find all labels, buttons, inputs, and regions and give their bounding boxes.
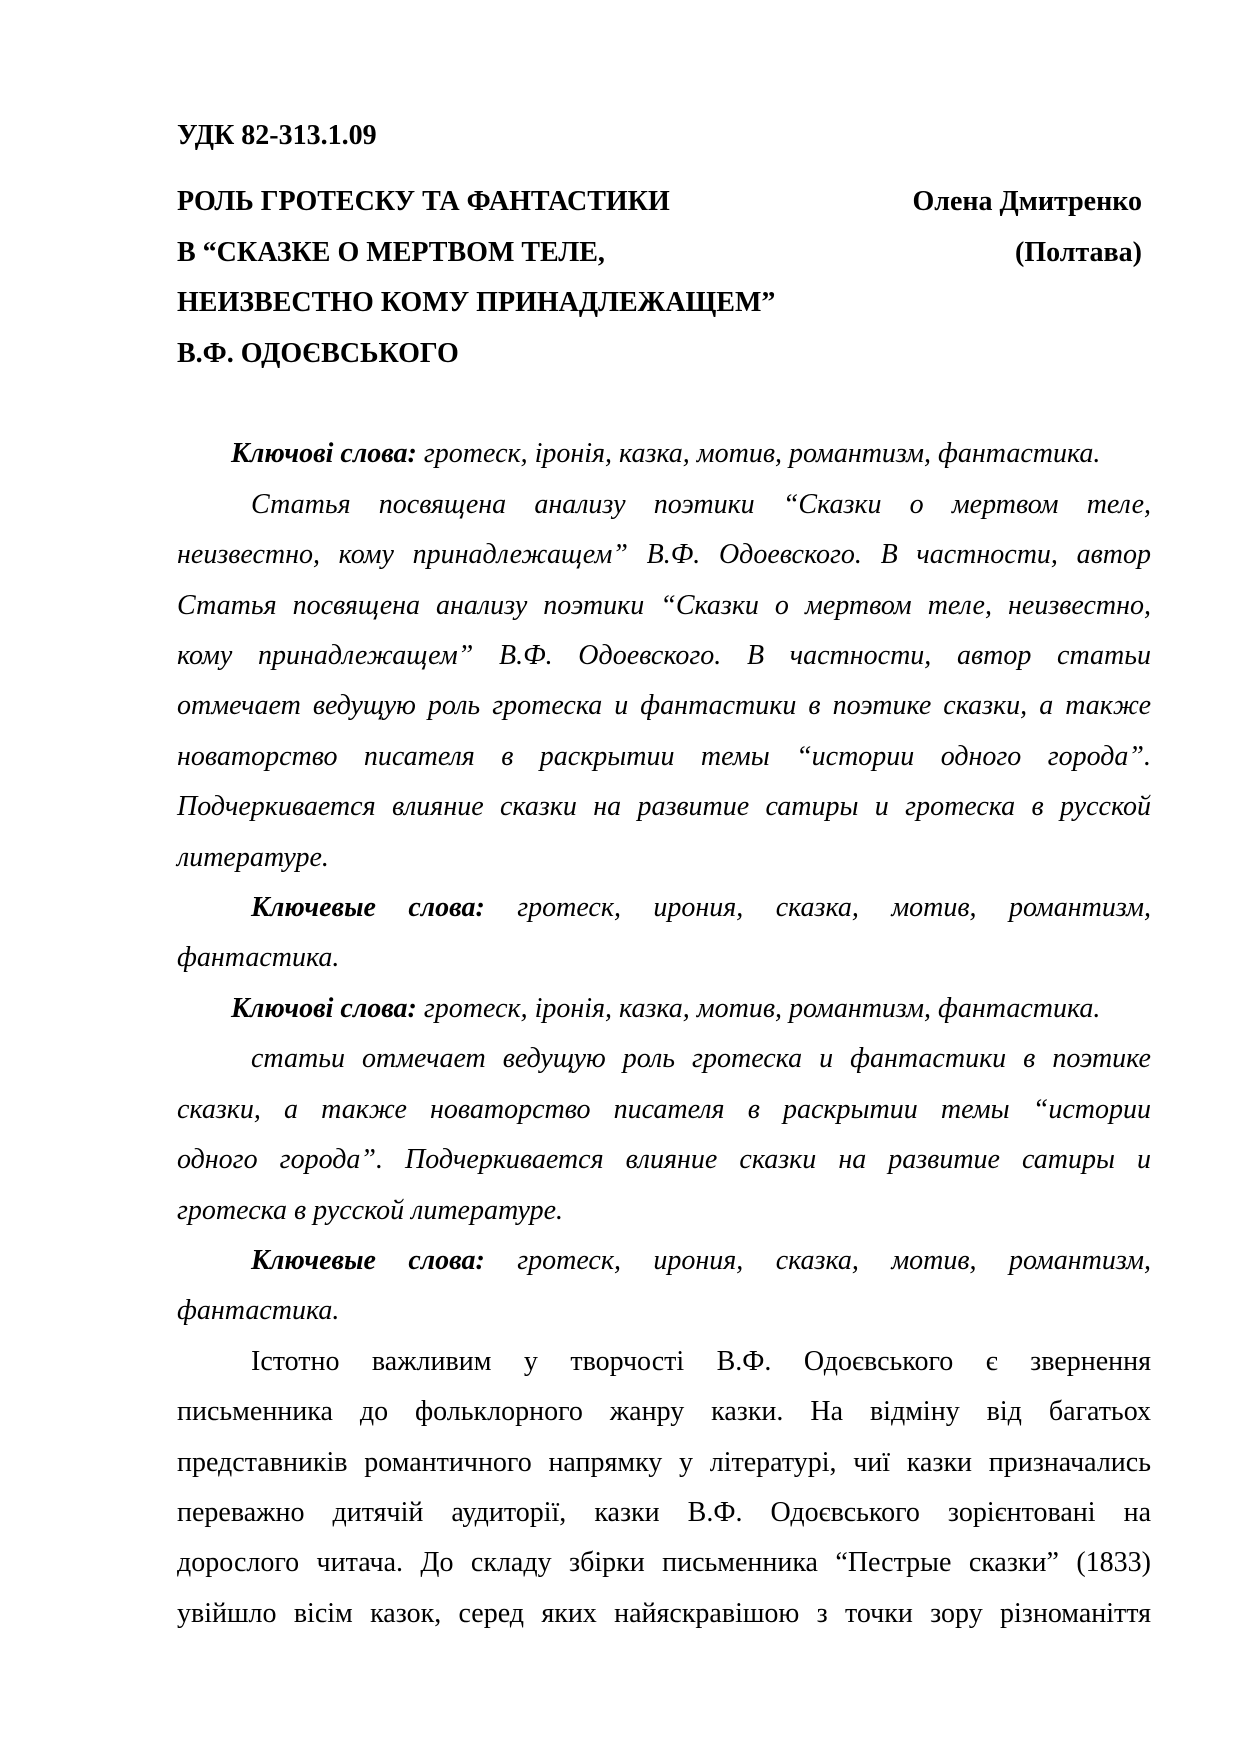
abstract-line: статьи отмечает ведущую роль гротеска и фантастики в поэтике [251,1043,1151,1075]
keywords-label: Ключові слова: [231,438,417,470]
document-page [177,111,1151,1639]
article-title-line: РОЛЬ ГРОТЕСКУ ТА ФАНТАСТИКИ [177,186,670,218]
abstract-line: отмечает ведущую роль гротеска и фантастики в поэтике сказки, а также [177,690,1151,722]
keywords-ru-continued: фантастика. [177,942,340,974]
author-name: Олена Дмитренко [912,186,1142,218]
abstract-line: Подчеркивается влияние сказки на развитие сатиры и гротеска в русской [177,791,1151,823]
title-row-1 [177,177,1151,227]
body-line: Істотно важливим у творчості В.Ф. Одоєвського є звернення [251,1345,1151,1377]
keywords-label: Ключевые слова: [251,892,485,924]
keywords-label: Ключевые слова: [251,1244,485,1276]
abstract-line: новаторство писателя в раскрытии темы “истории одного города”. [177,740,1151,772]
abstract-line: сказки, а также новаторство писателя в раскрытии темы “истории [177,1093,1151,1125]
author-city: (Полтава) [1015,236,1142,268]
body-line: письменника до фольклорного жанру казки. На відміну від багатьох [177,1396,1151,1428]
body-line: переважно дитячій аудиторії, казки В.Ф. Одоєвського зорієнтовані на [177,1496,1151,1528]
keywords-label: Ключові слова: [231,992,417,1024]
article-title-line: В.Ф. ОДОЄВСЬКОГО [177,337,459,369]
abstract-line: кому принадлежащем” В.Ф. Одоевского. В частности, автор статьи [177,640,1151,672]
keywords-text: гротеск, іронія, казка, мотив, романтизм, фантастика. [416,992,1101,1024]
title-row-3 [177,278,1151,328]
keywords-uk [177,429,1151,479]
spacer [177,379,1151,429]
keywords-ru-continued: фантастика. [177,1295,340,1327]
abstract-line: одного города”. Подчеркивается влияние сказки на развитие сатиры и [177,1144,1151,1176]
title-row-4 [177,329,1151,379]
keywords-text: гротеск, ирония, сказка, мотив, романтизм, [484,1244,1151,1276]
abstract-line: литературе. [177,841,329,873]
article-title-line: В “СКАЗКЕ О МЕРТВОМ ТЕЛЕ, [177,236,605,268]
keywords-ru [177,883,1151,933]
abstract-line: Статья посвящена анализу поэтики “Сказки о мертвом теле, неизвестно, [177,589,1151,621]
abstract-line: неизвестно, кому принадлежащем” В.Ф. Одоевского. В частности, автор [177,539,1151,571]
keywords-text: гротеск, іронія, казка, мотив, романтизм, фантастика. [416,438,1101,470]
keywords-uk [177,984,1151,1034]
article-title-line: НЕИЗВЕСТНО КОМУ ПРИНАДЛЕЖАЩЕМ” [177,287,776,319]
udk-code: УДК 82-313.1.09 [177,120,377,151]
body-line: дорослого читача. До складу збірки письменника “Пестрые сказки” (1833) [177,1547,1151,1579]
keywords-ru [177,1236,1151,1286]
title-row-2 [177,228,1151,278]
abstract-line: Статья посвящена анализу поэтики “Сказки о мертвом теле, [251,488,1151,520]
keywords-text: гротеск, ирония, сказка, мотив, романтизм, [484,892,1151,924]
body-line: представників романтичного напрямку у літературі, чиї казки призначались [177,1446,1151,1478]
body-line: увійшло вісім казок, серед яких найяскравішою з точки зору різноманіття [177,1597,1151,1629]
abstract-line: гротеска в русской литературе. [177,1194,563,1226]
